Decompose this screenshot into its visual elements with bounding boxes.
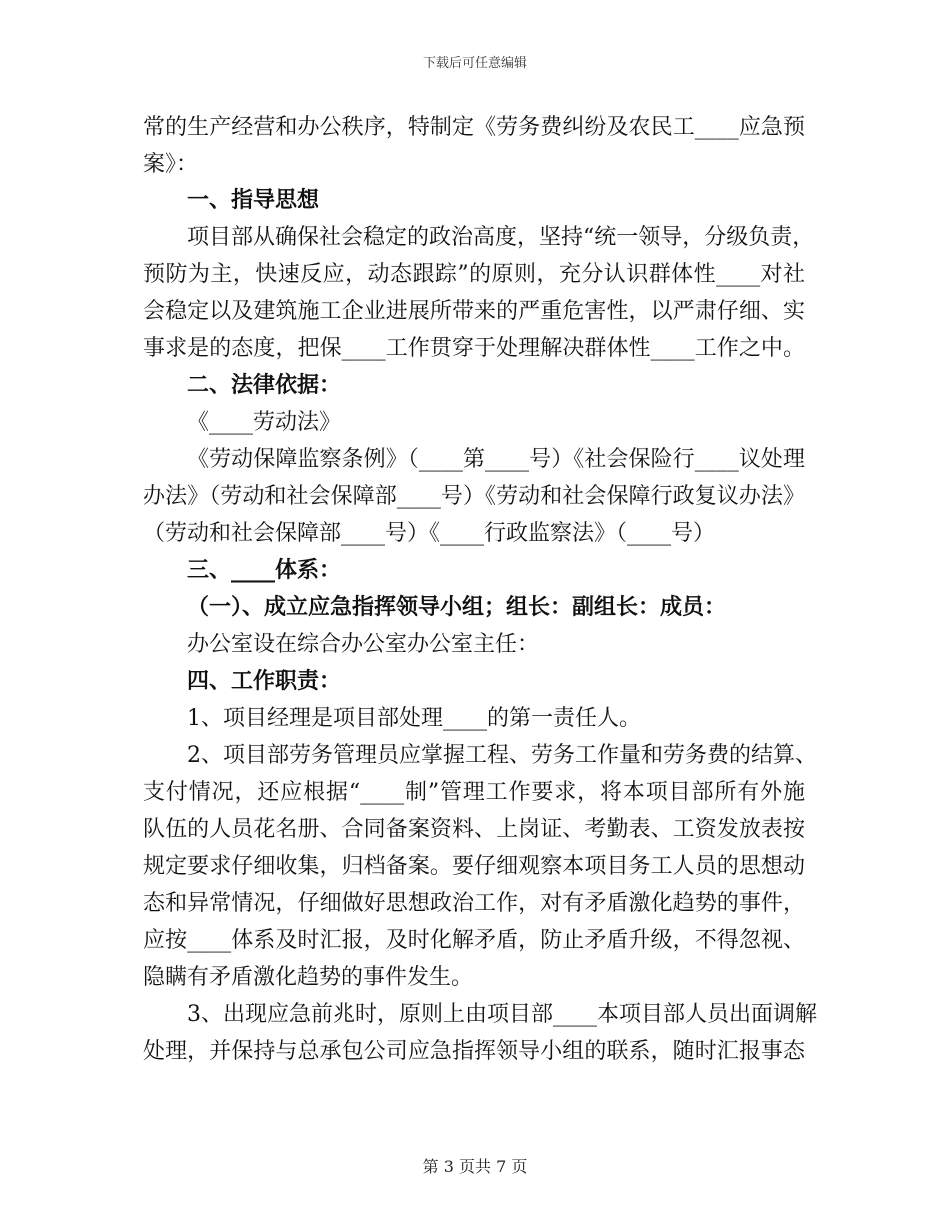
body-line: 会稳定以及建筑施工企业进展所带来的严重危害性，以严肃仔细、实 bbox=[143, 299, 805, 324]
page-header: 下载后可任意编辑 bbox=[422, 56, 527, 71]
body-line: 常的生产经营和办公秩序，特制定《劳务费纠纷及农民工____应急预 bbox=[143, 115, 805, 140]
law-item: （劳动和社会保障部____号）《____行政监察法》（____号） bbox=[143, 521, 716, 546]
law-item: 办法》（劳动和社会保障部____号）《劳动和社会保障行政复议办法》 bbox=[143, 484, 805, 509]
section-heading: 二、法律依据： bbox=[187, 373, 342, 398]
body-line: 预防为主，快速反应，动态跟踪”的原则，充分认识群体性____对社 bbox=[143, 262, 805, 287]
duty-item: 2、项目部劳务管理员应掌握工程、劳务工作量和劳务费的结算、 bbox=[187, 743, 817, 768]
law-item: 《劳动保障监察条例》（____第____号）《社会保险行____议处理 bbox=[187, 447, 805, 472]
duty-item: 1、项目经理是项目部处理____的第一责任人。 bbox=[187, 706, 641, 731]
page-footer: 第 3 页共 7 页 bbox=[422, 1157, 528, 1176]
body-line: 队伍的人员花名册、合同备案资料、上岗证、考勤表、工资发放表按 bbox=[143, 817, 805, 842]
body-line: 项目部从确保社会稳定的政治高度，坚持“统一领导，分级负责， bbox=[187, 225, 815, 250]
body-line: 案》： bbox=[143, 152, 199, 177]
section-heading: 三、____体系： bbox=[187, 558, 342, 583]
duty-item: 3、出现应急前兆时，原则上由项目部____本项目部人员出面调解 bbox=[187, 1002, 817, 1027]
section-heading: 一、指导思想 bbox=[187, 188, 320, 213]
body-line: 处理，并保持与总承包公司应急指挥领导小组的联系，随时汇报事态 bbox=[143, 1039, 805, 1064]
subsection-heading: （一）、成立应急指挥领导小组；组长：副组长：成员： bbox=[187, 595, 727, 620]
body-line: 态和异常情况，仔细做好思想政治工作，对有矛盾激化趋势的事件， bbox=[143, 891, 805, 916]
body-line: 支付情况，还应根据“____制”管理工作要求，将本项目部所有外施 bbox=[143, 780, 805, 805]
body-line: 办公室设在综合办公室办公室主任： bbox=[187, 632, 540, 657]
section-heading: 四、工作职责： bbox=[187, 669, 342, 694]
body-line: 应按____体系及时汇报，及时化解矛盾，防止矛盾升级，不得忽视、 bbox=[143, 928, 805, 953]
law-item: 《____劳动法》 bbox=[187, 410, 342, 435]
body-line: 隐瞒有矛盾激化趋势的事件发生。 bbox=[143, 965, 474, 990]
body-line: 规定要求仔细收集，归档备案。要仔细观察本项目务工人员的思想动 bbox=[143, 854, 805, 879]
body-line: 事求是的态度，把保____工作贯穿于处理解决群体性____工作之中。 bbox=[143, 336, 805, 361]
